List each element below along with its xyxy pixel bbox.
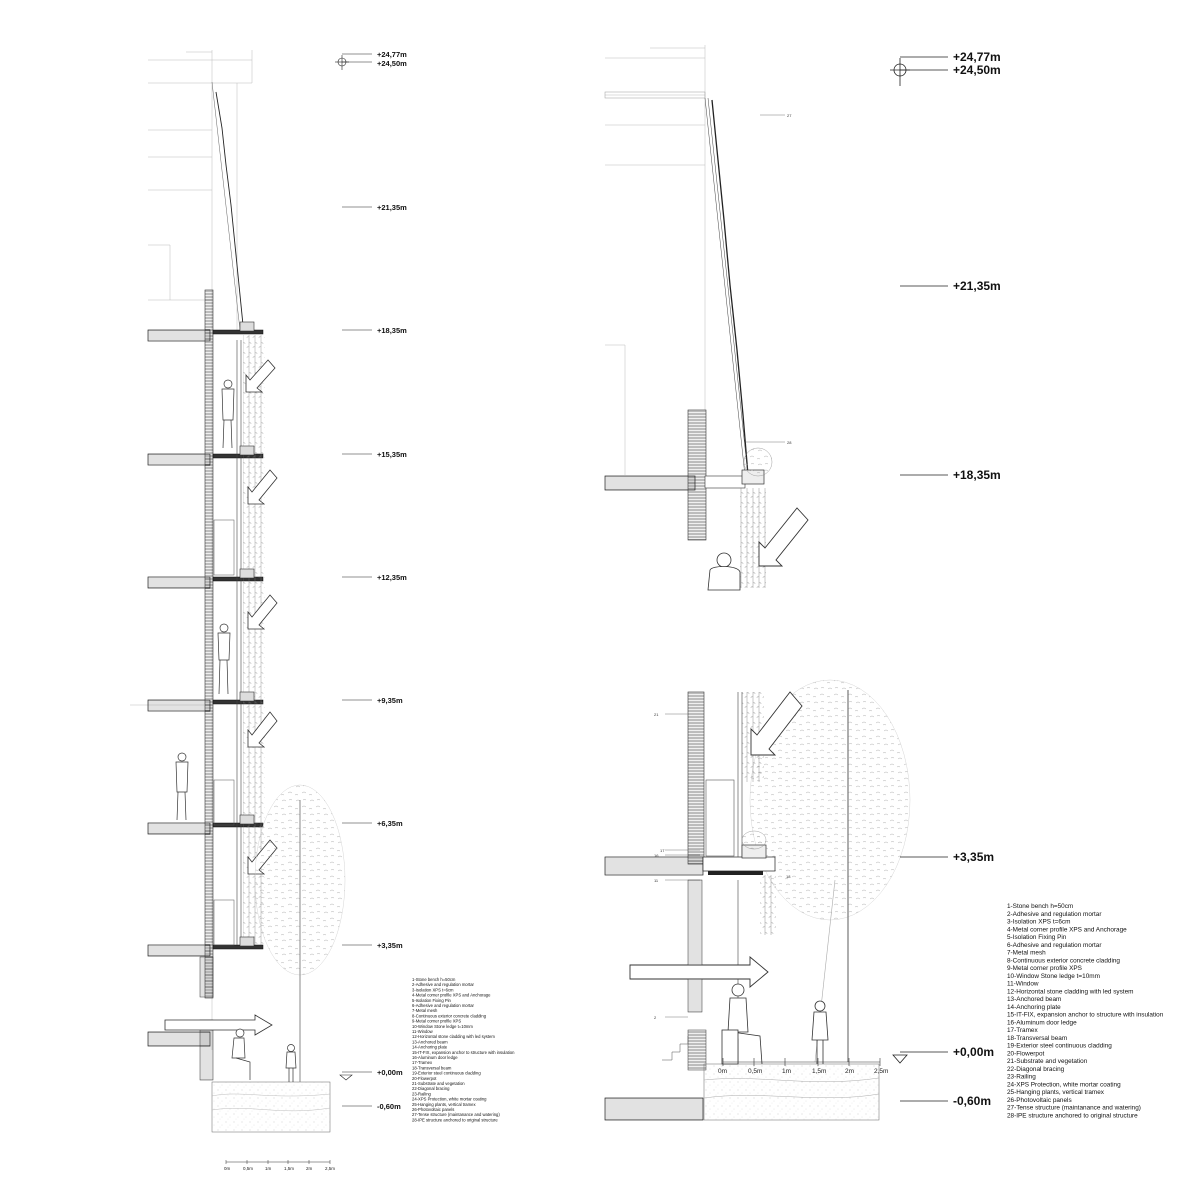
left-level-2477: +24,77m [377,50,407,59]
left-level-m060: -0,60m [377,1102,401,1111]
left-legend-item: 3-Isolation XPS t=6cm [412,987,454,993]
left-legend-item: 23-Railing [412,1091,431,1097]
right-bottom-detail [605,680,1164,1120]
right-legend-item: 12-Horizontal stone cladding with led system [1007,988,1134,996]
left-scale-label: 0m [224,1166,231,1171]
right-scale-label: 2m [845,1068,855,1075]
right-legend-item: 4-Metal corner profile XPS and Anchorage [1007,926,1127,934]
callout-27: 27 [787,113,792,118]
right-legend-item: 25-Hanging plants, vertical tramex [1007,1089,1104,1096]
left-level-000: +0,00m [377,1068,403,1077]
left-legend-item: 19-Exterior steel continuous cladding [412,1070,481,1076]
left-legend-item: 27-Tense structure (maintanance and watering) [412,1112,500,1118]
right-legend-item: 10-Window Stone ledge t=10mm [1007,972,1100,980]
right-legend-item: 3-Isolation XPS t=6cm [1007,918,1071,926]
left-scale-label: 0,5m [243,1166,254,1171]
right-level-m060: -0,60m [953,1094,992,1108]
left-scale-label: 1m [265,1166,272,1171]
left-level-2450: +24,50m [377,59,407,68]
right-legend-item: 22-Diagonal bracing [1007,1065,1065,1073]
right-level-2450: +24,50m [953,63,1001,77]
left-legend-item: 25-Hanging plants, vertical tramex [412,1101,476,1107]
right-legend-item: 5-Isolation Fixing Pin [1007,934,1067,941]
left-level-2135: +21,35m [377,203,407,212]
right-scale-label: 2,5m [874,1068,889,1075]
left-level-935: +9,35m [377,696,403,705]
right-legend-item: 21-Substrate and vegetation [1007,1058,1088,1065]
left-legend-item: 9-Metal corner profile XPS [412,1018,462,1024]
left-legend-item: 15-IT-FIX, expansion anchor to structure with insulation [412,1049,515,1055]
left-legend-item: 17-Tramex [412,1060,433,1066]
right-level-2135: +21,35m [953,279,1001,293]
callout-16: 16 [654,853,659,858]
left-legend-item: 10-Window Stone ledge t=10mm [412,1023,473,1029]
left-section [130,50,515,1171]
right-legend-item: 23-Railing [1007,1073,1036,1081]
callout-21: 21 [654,712,659,717]
right-top-wall [688,410,706,540]
right-legend-item: 27-Tense structure (maintanance and watering) [1007,1104,1141,1112]
callout-17: 17 [660,848,665,853]
left-level-1235: +12,35m [377,573,407,582]
left-level-1835: +18,35m [377,326,407,335]
right-legend-item: 17-Tramex [1007,1027,1038,1034]
right-scale-label: 0m [718,1068,728,1075]
left-wall-column [205,290,213,998]
right-scale-label: 0,5m [748,1068,763,1075]
left-legend [412,977,515,1122]
right-legend-item: 6-Adhesive and regulation mortar [1007,941,1102,949]
right-level-2477: +24,77m [953,50,1001,64]
left-level-1535: +15,35m [377,450,407,459]
right-legend-item: 28-IPE structure anchored to original structure [1007,1112,1138,1120]
callout-11: 11 [654,878,659,883]
right-legend-item: 7-Metal mesh [1007,949,1046,957]
left-legend-item: 1-Stone bench h=50cm [412,977,456,982]
callout-28: 28 [787,440,792,445]
callout-2: 2 [654,1015,657,1020]
right-top-detail [605,45,1001,590]
left-legend-item: 12-Horizontal stone cladding with led system [412,1034,495,1040]
left-legend-item: 20-Flowerpot [412,1075,437,1081]
right-level-1835: +18,35m [953,468,1001,482]
left-legend-item: 13-Anchored beam [412,1039,448,1045]
left-tree [255,785,345,1082]
right-level-335: +3,35m [953,850,995,864]
left-legend-item: 21-Substrate and vegetation [412,1081,465,1086]
right-scale-label: 1,5m [812,1068,827,1075]
right-legend-item: 18-Transversal beam [1007,1034,1068,1042]
right-legend-item: 11-Window [1007,980,1039,988]
left-legend-item: 2-Adhesive and regulation mortar [412,982,474,988]
left-scale-label: 1,5m [284,1166,295,1171]
right-level-000: +0,00m [953,1045,995,1059]
right-legend-item: 16-Aluminum door ledge [1007,1019,1077,1027]
left-scale-label: 2,5m [325,1166,336,1171]
left-legend-item: 4-Metal corner profile XPS and Anchorage [412,992,491,998]
left-legend-item: 8-Continuous exterior concrete cladding [412,1013,487,1019]
right-legend-item: 24-XPS Protection, white mortar coating [1007,1081,1121,1089]
left-legend-item: 22-Diagonal bracing [412,1086,450,1092]
right-legend-item: 8-Continuous exterior concrete cladding [1007,957,1120,965]
left-legend-item: 5-Isolation Fixing Pin [412,997,451,1003]
right-legend-item: 26-Photovoltaic panels [1007,1096,1072,1104]
right-legend-item: 1-Stone bench h=50cm [1007,903,1074,910]
left-level-335: +3,35m [377,941,403,950]
left-legend-item: 7-Metal mesh [412,1008,438,1014]
left-scale-label: 2m [306,1166,313,1171]
right-bottom-wall [688,692,704,864]
left-legend-item: 11-Window [412,1029,433,1034]
left-legend-item: 14-Anchoring plate [412,1044,448,1050]
left-scale-bar [224,1166,335,1171]
right-legend-item: 14-Anchoring plate [1007,1003,1061,1011]
left-legend-item: 26-Photovoltaic panels [412,1107,455,1112]
right-legend-item: 15-IT-FIX, expansion anchor to structure with insulation [1007,1011,1164,1019]
right-scale-label: 1m [782,1068,792,1075]
right-legend-item: 13-Anchored beam [1007,996,1062,1003]
right-legend-item: 19-Exterior steel continuous cladding [1007,1042,1112,1050]
right-legend-item: 9-Metal corner profile XPS [1007,965,1082,972]
left-legend-item: 24-XPS Protection, white mortar coating [412,1096,487,1102]
right-legend-item: 20-Flowerpot [1007,1050,1045,1058]
left-legend-item: 18-Transversal beam [412,1065,452,1071]
left-legend-item: 28-IPE structure anchored to original structure [412,1117,498,1123]
left-level-635: +6,35m [377,819,403,828]
right-legend-item: 2-Adhesive and regulation mortar [1007,910,1102,918]
left-legend-item: 16-Aluminum door ledge [412,1055,458,1060]
callout-18: 18 [786,874,791,879]
left-legend-item: 6-Adhesive and regulation mortar [412,1003,474,1008]
right-legend [1007,903,1164,1119]
